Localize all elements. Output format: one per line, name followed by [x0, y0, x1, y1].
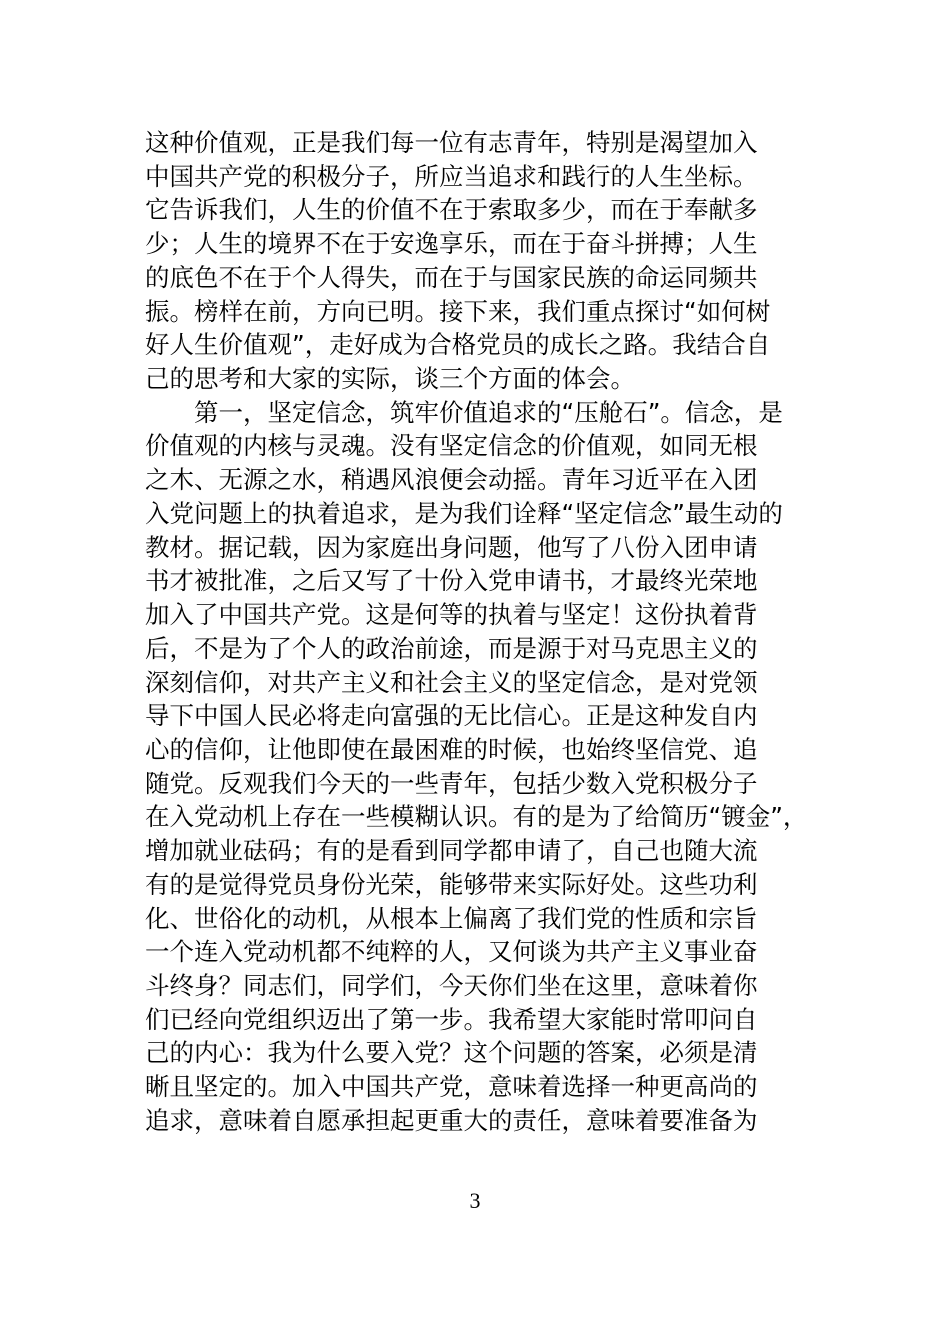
text-line: 己的思考和大家的实际，谈三个方面的体会。	[145, 364, 635, 394]
text-line: 的底色不在于个人得失，而在于与国家民族的命运同频共	[145, 262, 758, 292]
document-body	[145, 126, 845, 1138]
text-line: 随党。反观我们今天的一些青年，包括少数入党积极分子	[145, 768, 758, 798]
text-line: 们已经向党组织迈出了第一步。我希望大家能时常叩问自	[145, 1004, 758, 1034]
text-line: 晰且坚定的。加入中国共产党，意味着选择一种更高尚的	[145, 1072, 758, 1102]
text-line: 教材。据记载，因为家庭出身问题，他写了八份入团申请	[145, 532, 758, 562]
text-line: 第一，坚定信念，筑牢价值追求的“压舱石”。信念，是	[145, 397, 783, 427]
page-number: 3	[469, 1188, 481, 1213]
text-line: 追求，意味着自愿承担起更重大的责任，意味着要准备为	[145, 1105, 758, 1135]
text-line: 入党问题上的执着追求，是为我们诠释“坚定信念”最生动的	[145, 498, 783, 528]
text-line: 之木、无源之水，稍遇风浪便会动摇。青年习近平在入团	[145, 465, 758, 495]
text-line: 这种价值观，正是我们每一位有志青年，特别是渴望加入	[145, 128, 758, 157]
text-line: 价值观的内核与灵魂。没有坚定信念的价值观，如同无根	[145, 431, 758, 461]
text-line: 化、世俗化的动机，从根本上偏离了我们党的性质和宗旨	[145, 903, 758, 933]
text-line: 增加就业砝码；有的是看到同学都申请了，自己也随大流	[145, 836, 758, 866]
text-line: 心的信仰，让他即使在最困难的时候，也始终坚信党、追	[145, 734, 758, 764]
text-line: 己的内心：我为什么要入党？这个问题的答案，必须是清	[145, 1038, 758, 1068]
text-line: 少；人生的境界不在于安逸享乐，而在于奋斗拼搏；人生	[145, 229, 758, 259]
text-line: 斗终身？同志们，同学们，今天你们坐在这里，意味着你	[145, 970, 758, 1000]
paragraph	[145, 396, 845, 1138]
paragraph	[145, 126, 845, 396]
text-line: 中国共产党的积极分子，所应当追求和践行的人生坐标。	[145, 161, 758, 191]
text-line: 导下中国人民必将走向富强的无比信心。正是这种发自内	[145, 701, 758, 731]
text-line: 加入了中国共产党。这是何等的执着与坚定！这份执着背	[145, 600, 758, 630]
text-line: 书才被批准，之后又写了十份入党申请书，才最终光荣地	[145, 566, 758, 596]
text-line: 在入党动机上存在一些模糊认识。有的是为了给简历“镀金”，	[145, 802, 808, 832]
text-line: 深刻信仰，对共产主义和社会主义的坚定信念，是对党领	[145, 667, 758, 697]
text-line: 它告诉我们，人生的价值不在于索取多少，而在于奉献多	[145, 195, 758, 225]
text-line: 有的是觉得党员身份光荣，能够带来实际好处。这些功利	[145, 869, 758, 899]
text-line: 一个连入党动机都不纯粹的人，又何谈为共产主义事业奋	[145, 937, 758, 967]
text-line: 好人生价值观”，走好成为合格党员的成长之路。我结合自	[145, 330, 771, 360]
text-line: 后，不是为了个人的政治前途，而是源于对马克思主义的	[145, 633, 758, 663]
text-line: 振。榜样在前，方向已明。接下来，我们重点探讨“如何树	[145, 296, 771, 326]
